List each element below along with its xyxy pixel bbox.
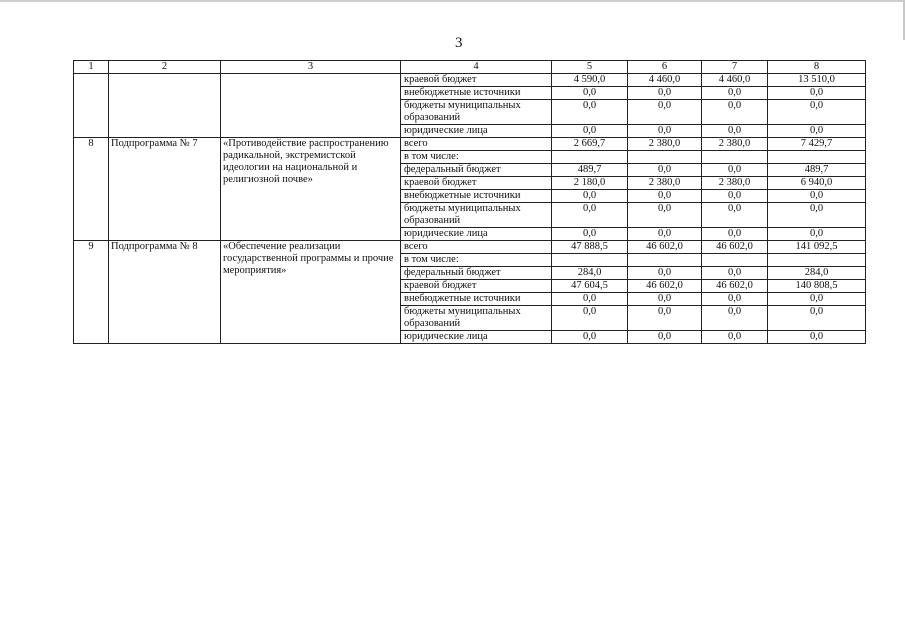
header-cell: 4 — [401, 61, 552, 74]
amount-cell: 0,0 — [628, 293, 702, 306]
funding-source: федеральный бюджет — [401, 267, 552, 280]
amount-cell — [768, 151, 866, 164]
funding-source: краевой бюджет — [401, 74, 552, 87]
funding-source: всего — [401, 138, 552, 151]
amount-cell: 0,0 — [628, 228, 702, 241]
amount-cell: 2 380,0 — [628, 138, 702, 151]
amount-cell: 0,0 — [628, 125, 702, 138]
funding-source: юридические лица — [401, 228, 552, 241]
amount-cell: 0,0 — [552, 331, 628, 344]
row-number: 9 — [74, 241, 109, 344]
amount-cell: 0,0 — [628, 190, 702, 203]
amount-cell: 0,0 — [702, 190, 768, 203]
funding-source: внебюджетные источники — [401, 293, 552, 306]
funding-source: внебюджетные источники — [401, 87, 552, 100]
subprogram-name: Подпрограмма № 7 — [109, 138, 221, 241]
row-number — [74, 74, 109, 138]
header-cell: 3 — [221, 61, 401, 74]
amount-cell: 46 602,0 — [702, 241, 768, 254]
amount-cell: 489,7 — [552, 164, 628, 177]
header-row — [74, 61, 866, 74]
table-row — [74, 74, 866, 87]
amount-cell: 4 460,0 — [628, 74, 702, 87]
amount-cell: 0,0 — [702, 203, 768, 228]
amount-cell: 0,0 — [702, 228, 768, 241]
subprogram-title — [221, 74, 401, 138]
header-cell: 8 — [768, 61, 866, 74]
amount-cell: 0,0 — [702, 306, 768, 331]
amount-cell — [768, 254, 866, 267]
scan-top-edge — [0, 0, 905, 2]
amount-cell: 0,0 — [768, 87, 866, 100]
funding-source: всего — [401, 241, 552, 254]
amount-cell: 0,0 — [768, 100, 866, 125]
funding-source: в том числе: — [401, 151, 552, 164]
amount-cell: 0,0 — [702, 100, 768, 125]
page-number: 3 — [455, 35, 463, 51]
amount-cell: 0,0 — [768, 125, 866, 138]
table-row — [74, 241, 866, 254]
funding-source: бюджеты муниципальных образований — [401, 203, 552, 228]
amount-cell: 0,0 — [768, 203, 866, 228]
amount-cell: 2 180,0 — [552, 177, 628, 190]
row-number: 8 — [74, 138, 109, 241]
amount-cell: 47 888,5 — [552, 241, 628, 254]
funding-source: внебюджетные источники — [401, 190, 552, 203]
amount-cell: 4 590,0 — [552, 74, 628, 87]
amount-cell: 6 940,0 — [768, 177, 866, 190]
amount-cell: 0,0 — [768, 228, 866, 241]
amount-cell — [702, 254, 768, 267]
amount-cell: 0,0 — [702, 87, 768, 100]
amount-cell: 489,7 — [768, 164, 866, 177]
amount-cell: 2 380,0 — [628, 177, 702, 190]
funding-source: юридические лица — [401, 331, 552, 344]
amount-cell: 2 669,7 — [552, 138, 628, 151]
amount-cell: 4 460,0 — [702, 74, 768, 87]
table-row — [74, 138, 866, 151]
amount-cell: 7 429,7 — [768, 138, 866, 151]
amount-cell: 0,0 — [702, 293, 768, 306]
header-cell: 1 — [74, 61, 109, 74]
amount-cell: 0,0 — [552, 125, 628, 138]
table-body — [74, 61, 866, 344]
funding-source: бюджеты муниципальных образований — [401, 306, 552, 331]
amount-cell: 0,0 — [628, 100, 702, 125]
amount-cell: 46 602,0 — [702, 280, 768, 293]
header-cell: 7 — [702, 61, 768, 74]
amount-cell: 0,0 — [552, 306, 628, 331]
amount-cell: 0,0 — [768, 293, 866, 306]
funding-source: в том числе: — [401, 254, 552, 267]
amount-cell: 0,0 — [552, 190, 628, 203]
amount-cell: 13 510,0 — [768, 74, 866, 87]
amount-cell: 0,0 — [702, 125, 768, 138]
amount-cell: 0,0 — [628, 87, 702, 100]
header-cell: 6 — [628, 61, 702, 74]
amount-cell: 0,0 — [628, 331, 702, 344]
amount-cell: 0,0 — [628, 203, 702, 228]
amount-cell: 47 604,5 — [552, 280, 628, 293]
funding-source: краевой бюджет — [401, 280, 552, 293]
subprogram-name: Подпрограмма № 8 — [109, 241, 221, 344]
amount-cell: 46 602,0 — [628, 280, 702, 293]
funding-source: федеральный бюджет — [401, 164, 552, 177]
amount-cell: 284,0 — [552, 267, 628, 280]
amount-cell: 0,0 — [628, 306, 702, 331]
amount-cell: 0,0 — [552, 100, 628, 125]
funding-table — [73, 60, 866, 344]
amount-cell: 0,0 — [702, 164, 768, 177]
amount-cell — [628, 254, 702, 267]
subprogram-title: «Обеспечение реализации государственной программы и прочие мероприятия» — [221, 241, 401, 344]
amount-cell — [552, 254, 628, 267]
subprogram-name — [109, 74, 221, 138]
amount-cell: 0,0 — [768, 331, 866, 344]
amount-cell: 284,0 — [768, 267, 866, 280]
funding-source: краевой бюджет — [401, 177, 552, 190]
amount-cell: 0,0 — [628, 164, 702, 177]
funding-source: бюджеты муниципальных образований — [401, 100, 552, 125]
amount-cell: 46 602,0 — [628, 241, 702, 254]
amount-cell: 0,0 — [552, 293, 628, 306]
amount-cell — [628, 151, 702, 164]
amount-cell: 0,0 — [628, 267, 702, 280]
amount-cell: 0,0 — [552, 87, 628, 100]
subprogram-title: «Противодействие распространению радикальной, экстремистской идеологии на национальной и религиозной почве» — [221, 138, 401, 241]
amount-cell: 0,0 — [702, 331, 768, 344]
amount-cell: 0,0 — [552, 203, 628, 228]
amount-cell: 2 380,0 — [702, 138, 768, 151]
amount-cell — [552, 151, 628, 164]
amount-cell: 0,0 — [552, 228, 628, 241]
funding-source: юридические лица — [401, 125, 552, 138]
amount-cell: 0,0 — [702, 267, 768, 280]
amount-cell: 0,0 — [768, 190, 866, 203]
amount-cell: 141 092,5 — [768, 241, 866, 254]
header-cell: 2 — [109, 61, 221, 74]
amount-cell: 0,0 — [768, 306, 866, 331]
amount-cell: 140 808,5 — [768, 280, 866, 293]
amount-cell — [702, 151, 768, 164]
header-cell: 5 — [552, 61, 628, 74]
amount-cell: 2 380,0 — [702, 177, 768, 190]
